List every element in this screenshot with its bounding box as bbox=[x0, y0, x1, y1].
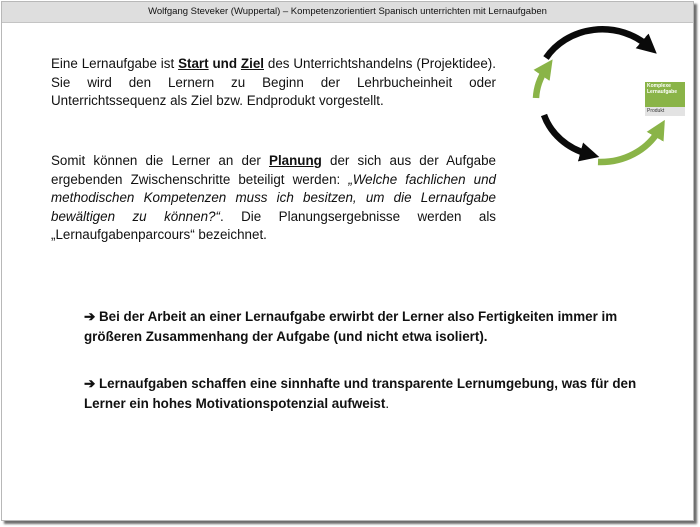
bullet-2-text: Lernaufgaben schaffen eine sinnhafte und transparente Lernumgebung, was für den Lerner ein hohes Motivationspotenzial aufweist bbox=[84, 376, 637, 411]
slide-header: Wolfgang Steveker (Wuppertal) – Kompetenzorientiert Spanisch unterrichten mit Lernaufgaben bbox=[2, 2, 693, 23]
p1-text-a: Eine Lernaufgabe ist bbox=[51, 56, 179, 71]
cycle-arrow-black-bottom bbox=[544, 115, 588, 154]
bullet-1-text: Bei der Arbeit an einer Lernaufgabe erwirbt der Lerner also Fertigkeiten immer im größeren Zusammenhang der Aufgabe (und nicht etwa isoliert). bbox=[84, 309, 618, 344]
p2-text-b: der sich aus der Aufgabe ergebenden Zwischenschritte beteiligt werden: bbox=[51, 153, 496, 187]
bullet-2-tail: . bbox=[385, 396, 390, 411]
keyword-ziel: Ziel bbox=[240, 56, 264, 71]
p1-text-b: des Unterrichtshandelns (Projektidee). Sie wird den Lernern zu Beginn der Lehrbucheinheit oder Unterrichtssequenz als Ziel bzw. Endprodukt vorgestellt. bbox=[51, 56, 496, 109]
bullet-fertigkeiten bbox=[84, 307, 654, 347]
keyword-und: und bbox=[208, 56, 241, 71]
paragraph-start-ziel bbox=[51, 55, 496, 111]
p2-text-c: . Die Planungsergebnisse werden als „Lernaufgabenparcours“ bezeichnet. bbox=[51, 208, 496, 243]
arrow-right-icon: ➔ bbox=[84, 376, 96, 391]
arrow-right-icon: ➔ bbox=[84, 309, 96, 324]
keyword-start: Start bbox=[178, 56, 209, 71]
bullet-lernumgebung bbox=[84, 374, 654, 414]
p2-quote: „Welche fachlichen und methodischen Kompetenzen muss ich besitzen, um die Lernaufgabe bewältigen zu können?“ bbox=[51, 171, 496, 224]
lernaufgabe-box bbox=[645, 82, 685, 116]
paragraph-planung bbox=[51, 152, 496, 245]
box-subtitle: Produkt bbox=[645, 107, 685, 116]
cycle-arrow-green-left bbox=[536, 69, 546, 98]
cycle-arrow-green-bottom-right bbox=[598, 130, 659, 162]
keyword-planung: Planung bbox=[269, 153, 322, 168]
box-title: Komplexe Lernaufgabe bbox=[645, 82, 685, 107]
p2-text-a: Somit können die Lerner an der bbox=[51, 153, 270, 168]
cycle-arrow-black-top bbox=[546, 29, 648, 58]
